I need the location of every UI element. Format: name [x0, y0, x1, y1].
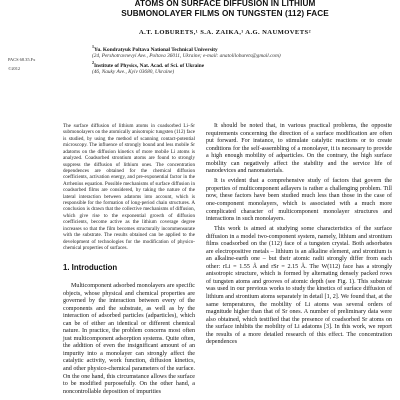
- affiliation-name: Yu. Kondratyuk Poltava National Technical University: [94, 46, 218, 53]
- affiliation-address: (24, Pershotravnevyi Ave., Poltava 36011, Ukraine; e-mail: anatoliloburets@gmail.com): [92, 53, 281, 60]
- abstract: The surface diffusion of lithium atoms in coadsorbed Li–Sr submonolayers on the atomically anisotropic tungsten (112) face is studied, by using the method of scanning contact-potential microscopy. The influence of strongly bound and less mobile Sr adatoms on the diffusion kinetics of more mobile Li atoms is analyzed. Coadsorbed strontium atoms are found to strongly suppress the diffusion of lithium ones. The concentration dependences are obtained for the chemical diffusion coefficients, activation energy, and pre-exponential factor in the Arrhenius equation. Possible mechanisms of surface diffusion in coadsorbed films are considered, by taking the nature of the lateral interaction between adatoms into account, which is responsible for the formation of long-period chain structures. A conclusion is drawn that the collective mechanisms of diffusion, which give rise to the exponential growth of diffusion coefficients, become active as the lithium coverage degree increases so that the film becomes structurally incommensurate with the substrate. The results obtained can be applied to the development of technologies for the modification of physico-chemical properties of surfaces.: [63, 123, 195, 252]
- affiliation-address: (46, Nauky Ave., Kyiv 03680, Ukraine): [92, 69, 175, 76]
- paper-title: [60, 0, 390, 19]
- copyright-year: ©2012: [8, 66, 21, 71]
- body-paragraph: This work is aimed at studying some characteristics of the surface diffusion in a model two-component system, namely, lithium and strontium films coadsorbed on the (112) face of a tungsten crystal. Both adsorbates are electropositive metals – lithium is an alkaline element, and strontium is an alkaline-earth one – but their atomic radii strongly differ from each other: rLi = 1.55 Å and rSr = 2.15 Å. The W(112) face has a strongly anisotropic structure, which is formed by alternating densely packed rows of tungsten atoms and grooves of atomic depth (see Fig. 1). This substrate was used in our previous works to study the kinetics of surface diffusion of lithium and strontium atoms separately in detail [1, 2]. We found that, at the same temperatures, the mobility of Li atoms was several orders of magnitude higher than that of Sr ones. A number of preliminary data were also obtained, which testified that the presence of coadsorbed Sr atoms on the surface inhibits the mobility of Li adatoms [3]. In this work, we report the results of a more detailed research of this effect. The concentration dependences: [206, 226, 392, 346]
- affiliation-marker: 1: [92, 44, 94, 49]
- right-column-body: [206, 123, 392, 349]
- author-list: A.T. LOBURETS,¹ S.A. ZAIKA,¹ A.G. NAUMOVETS²: [139, 29, 311, 36]
- affiliation-name: Institute of Physics, Nat. Acad. of Sci. of Ukraine: [94, 62, 205, 69]
- pacs-code: PACS 68.35.Fx: [8, 57, 36, 62]
- title-line: ATOMS ON SURFACE DIFFUSION IN LITHIUM: [134, 0, 316, 8]
- section-heading: 1. Introduction: [63, 263, 118, 272]
- body-paragraph: It is evident that a comprehensive study of factors that govern the properties of multicomponent adlayers is rather a challenging problem. Till now, these factors have been studied much less than those in the case of one-component monolayers, which is associated with a much more complicated character of multicomponent monolayer structures and interactions in such monolayers.: [206, 178, 392, 223]
- affiliation-marker: 2: [92, 60, 94, 65]
- body-paragraph: Multicomponent adsorbed monolayers are specific objects, whose physical and chemical properties are governed by the interaction between every of the components and the substrate, as well as by the interaction of adsorbed particles (adparticles), which can be of either an identical or different chemical nature. In practice, the problem concerns most often just multicomponent adsorption systems. Quite often, the addition of even the insignificant amount of an impurity into a monolayer can strongly affect the catalytic activity, work function, diffusion kinetics, and other physico-chemical parameters of the surface. On the one hand, this circumstance allows the surface to be modified purposefully. On the other hand, a noncontrollable deposition of impurities: [63, 283, 195, 395]
- affiliation: [92, 44, 281, 60]
- affiliation: [92, 60, 204, 76]
- body-paragraph: It should be noted that, in various practical problems, the opposite requirements concerning the direction of a surface modification are often put forward. For instance, to stimulate catalytic reactions or to create conditions for the self-assembling of a monolayer, it is necessary to provide a high enough mobility of adparticles. On the contrary, the high surface mobility can negatively affect the stability and the service life of nanodevices and nanomaterials.: [206, 123, 392, 175]
- left-column-body: [63, 283, 195, 396]
- title-line: SUBMONOLAYER FILMS ON TUNGSTEN (112) FACE: [121, 9, 329, 18]
